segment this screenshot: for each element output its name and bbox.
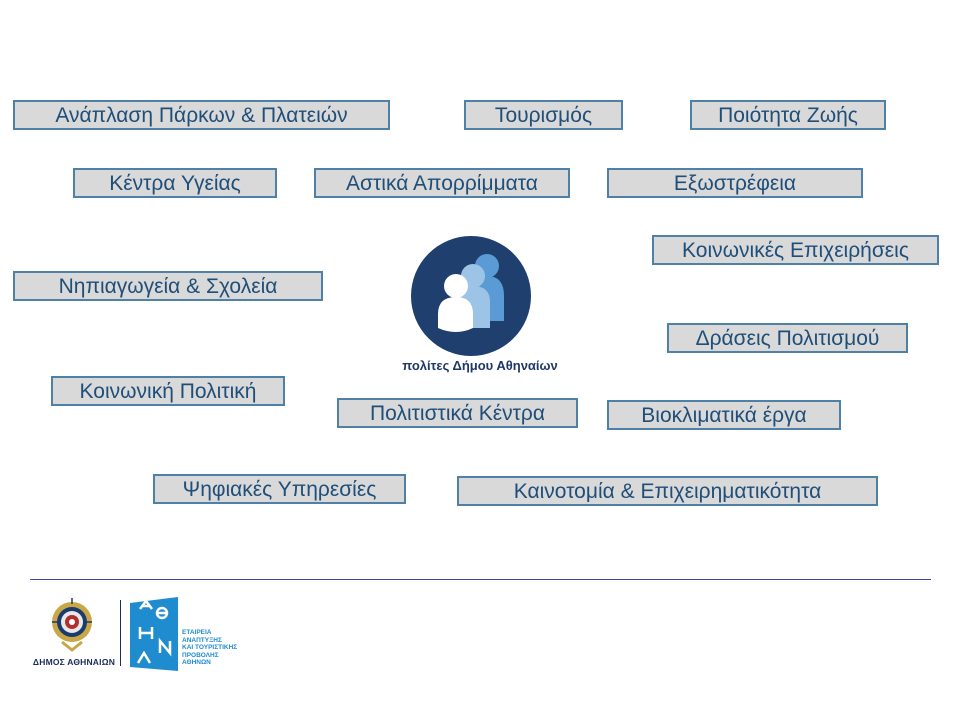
municipality-caption: ΔΗΜΟΣ ΑΘΗΝΑΙΩΝ: [32, 657, 116, 667]
topic-tag-kindergartens-schools[interactable]: [13, 271, 323, 301]
topic-label: Ανάπλαση Πάρκων & Πλατειών: [55, 103, 348, 127]
topic-tag-parks-squares[interactable]: [13, 100, 390, 130]
topic-label: Νηπιαγωγεία & Σχολεία: [58, 274, 278, 298]
athena-company-text: [182, 629, 262, 667]
topic-tag-tourism[interactable]: [464, 100, 623, 130]
topic-label: Κοινωνικές Επιχειρήσεις: [682, 238, 909, 262]
topic-tag-quality-of-life[interactable]: [690, 100, 886, 130]
logo-caption: πολίτες Δήμου Αθηναίων: [402, 358, 558, 373]
athena-company-logo-icon: [124, 597, 180, 671]
athena-text-line: ΚΑΙ ΤΟΥΡΙΣΤΙΚΗΣ: [182, 644, 238, 652]
topic-label: Κέντρα Υγείας: [109, 171, 241, 195]
topic-tag-bioclimatic-works[interactable]: [607, 400, 841, 430]
topic-label: Εξωστρέφεια: [673, 171, 797, 195]
topic-label: Πολιτιστικά Κέντρα: [370, 401, 545, 425]
athena-text-line: ΕΤΑΙΡΕΙΑ: [182, 629, 212, 636]
topic-tag-cultural-actions[interactable]: [667, 323, 908, 353]
topic-tag-social-enterprises[interactable]: [652, 235, 939, 265]
topic-label: Δράσεις Πολιτισμού: [695, 326, 880, 350]
topic-tag-outreach[interactable]: [607, 168, 863, 198]
athena-text-line: ΑΘΗΝΩΝ: [182, 659, 211, 667]
footer-divider: [30, 579, 931, 580]
topic-label: Ψηφιακές Υπηρεσίες: [182, 477, 377, 501]
topic-tag-cultural-centers[interactable]: [337, 398, 578, 428]
topic-label: Τουρισμός: [494, 103, 593, 127]
topic-tag-digital-services[interactable]: [153, 474, 406, 504]
citizens-group-icon: [411, 236, 531, 356]
topic-tag-urban-waste[interactable]: [314, 168, 570, 198]
athena-text-line: ΠΡΟΒΟΛΗΣ: [182, 651, 219, 659]
footer-separator: [120, 600, 121, 666]
topic-label: Αστικά Απορρίμματα: [346, 171, 538, 195]
topic-tag-health-centers[interactable]: [73, 168, 277, 198]
municipality-crest-icon: [48, 596, 96, 652]
topic-label: Καινοτομία & Επιχειρηματικότητα: [513, 479, 822, 503]
topic-label: Κοινωνική Πολιτική: [79, 379, 257, 403]
athena-text-line: ΑΝΑΠΤΥΞΗΣ: [182, 636, 222, 644]
topic-tag-innovation-entrepreneurship[interactable]: [457, 476, 878, 506]
topic-tag-social-policy[interactable]: [51, 376, 285, 406]
topic-label: Ποιότητα Ζωής: [718, 103, 858, 127]
topic-label: Βιοκλιματικά έργα: [641, 403, 807, 427]
